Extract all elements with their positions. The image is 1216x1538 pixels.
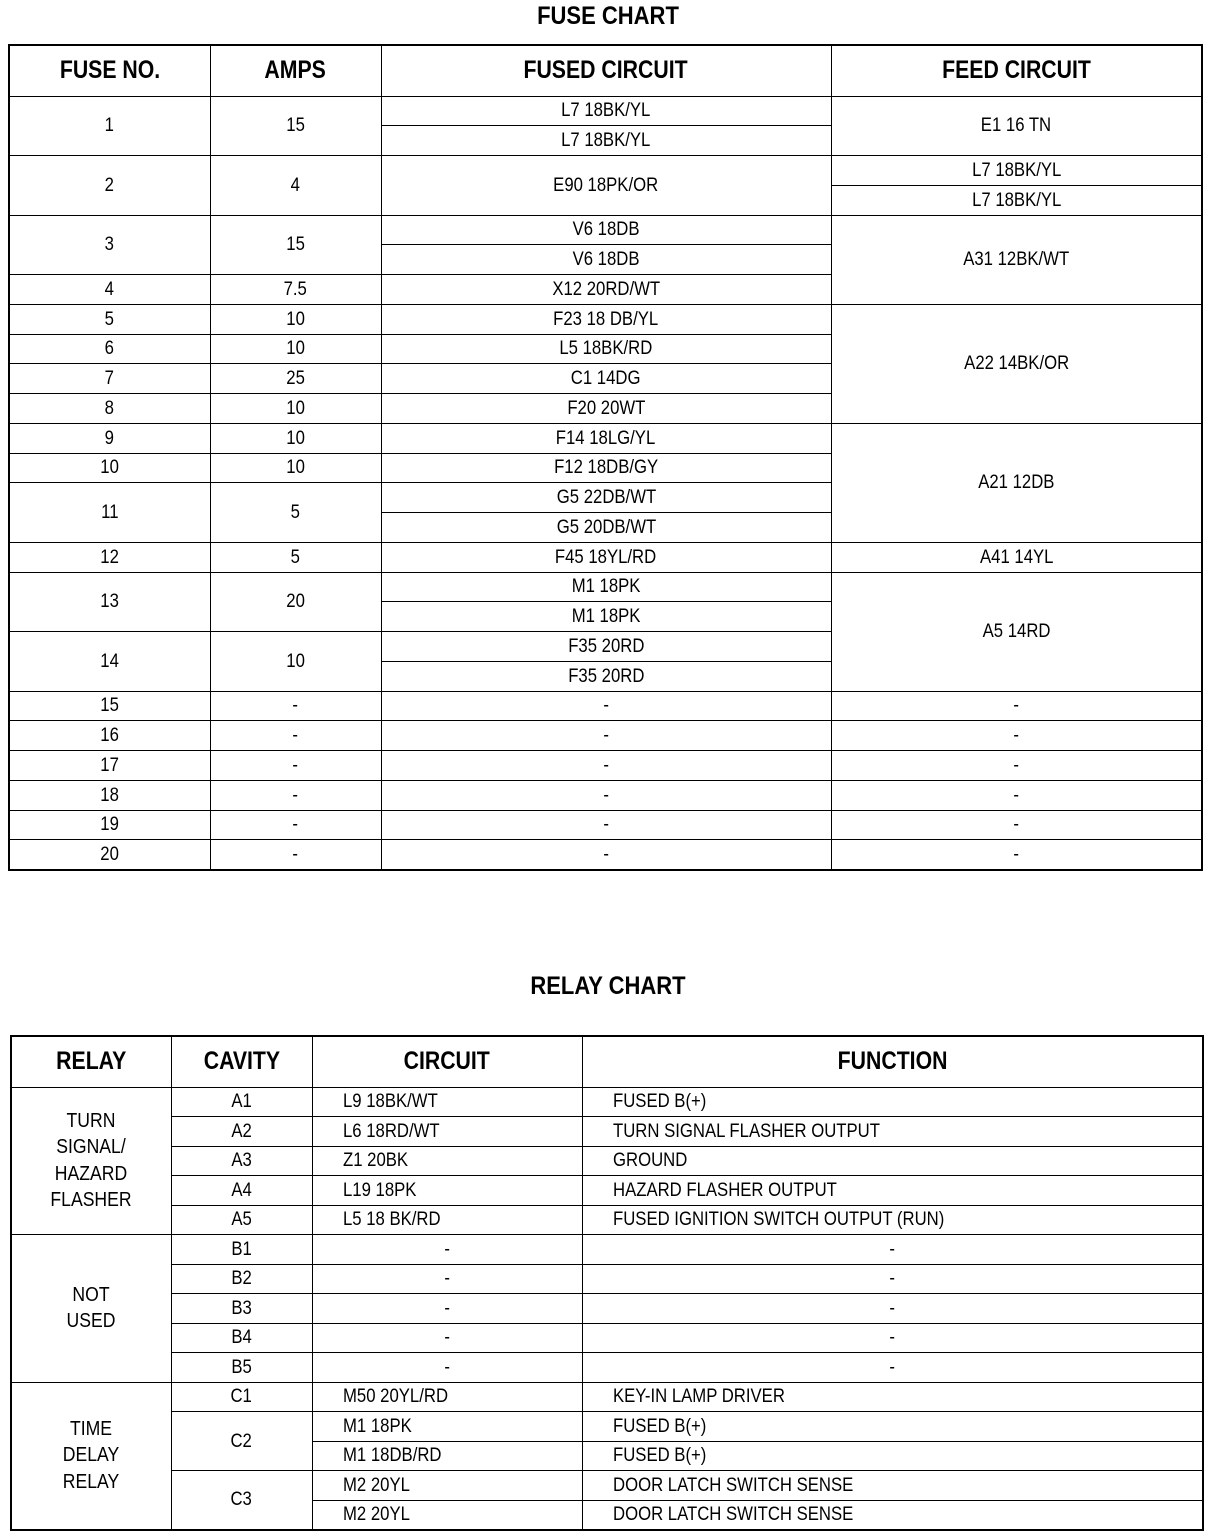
- fuse-amps: 5: [210, 542, 381, 572]
- relay-function: HAZARD FLASHER OUTPUT: [582, 1176, 1203, 1206]
- fused-circuit: V6 18DB: [381, 245, 831, 275]
- amps-header: AMPS: [210, 45, 381, 96]
- relay-cavity: C1: [171, 1382, 312, 1412]
- table-row: [9, 423, 1202, 453]
- fused-circuit: M1 18PK: [381, 572, 831, 602]
- table-row: [9, 96, 1202, 126]
- fuse-amps: -: [210, 810, 381, 840]
- relay-function: DOOR LATCH SWITCH SENSE: [582, 1500, 1203, 1530]
- table-row: [11, 1176, 1203, 1206]
- fused-circuit: F35 20RD: [381, 661, 831, 691]
- fuse-number: 11: [9, 483, 210, 543]
- relay-function: -: [582, 1294, 1203, 1324]
- relay-chart-table: [10, 1035, 1204, 1531]
- fuse-amps: 10: [210, 304, 381, 334]
- fused-circuit: V6 18DB: [381, 215, 831, 245]
- fuse-amps: 10: [210, 423, 381, 453]
- relay-cavity: C2: [171, 1412, 312, 1471]
- fuse-number: 6: [9, 334, 210, 364]
- relay-circuit: -: [312, 1264, 582, 1294]
- fused-circuit: G5 20DB/WT: [381, 513, 831, 543]
- feed-circuit: A41 14YL: [831, 542, 1202, 572]
- fused-circuit: F35 20RD: [381, 632, 831, 662]
- fuse-amps: 10: [210, 334, 381, 364]
- relay-circuit: M2 20YL: [312, 1471, 582, 1501]
- fused-circuit: -: [381, 840, 831, 870]
- table-row: [9, 215, 1202, 245]
- fuse-amps: 5: [210, 483, 381, 543]
- relay-header: RELAY: [11, 1036, 171, 1087]
- table-row: [9, 572, 1202, 602]
- circuit-header: CIRCUIT: [312, 1036, 582, 1087]
- feed-circuit: A5 14RD: [831, 572, 1202, 691]
- relay-function: FUSED B(+): [582, 1441, 1203, 1471]
- relay-cavity: A4: [171, 1176, 312, 1206]
- fuse-amps: -: [210, 780, 381, 810]
- fused-circuit: -: [381, 810, 831, 840]
- table-row: [9, 840, 1202, 870]
- fused-circuit: -: [381, 780, 831, 810]
- fuse-no-header: FUSE NO.: [9, 45, 210, 96]
- fused-circuit: C1 14DG: [381, 364, 831, 394]
- relay-circuit: Z1 20BK: [312, 1146, 582, 1176]
- fuse-number: 14: [9, 632, 210, 692]
- fused-circuit: -: [381, 751, 831, 781]
- relay-circuit: L5 18 BK/RD: [312, 1205, 582, 1235]
- feed-circuit: -: [831, 721, 1202, 751]
- table-row: [9, 721, 1202, 751]
- table-row: [11, 1382, 1203, 1412]
- fuse-amps: -: [210, 751, 381, 781]
- table-row: [9, 751, 1202, 781]
- fuse-number: 16: [9, 721, 210, 751]
- relay-function: -: [582, 1235, 1203, 1265]
- fuse-number: 4: [9, 275, 210, 305]
- relay-circuit: L6 18RD/WT: [312, 1117, 582, 1147]
- relay-function: FUSED B(+): [582, 1087, 1203, 1117]
- table-row: [9, 542, 1202, 572]
- relay-name: NOT USED: [11, 1235, 171, 1383]
- feed-circuit: L7 18BK/YL: [831, 185, 1202, 215]
- fuse-number: 10: [9, 453, 210, 483]
- table-row: [9, 691, 1202, 721]
- fuse-number: 2: [9, 156, 210, 216]
- relay-cavity: B4: [171, 1323, 312, 1353]
- feed-circuit: -: [831, 810, 1202, 840]
- fuse-number: 20: [9, 840, 210, 870]
- table-row: [11, 1412, 1203, 1442]
- fuse-amps: 15: [210, 96, 381, 156]
- fused-circuit-header: FUSED CIRCUIT: [381, 45, 831, 96]
- relay-function: -: [582, 1264, 1203, 1294]
- relay-circuit: -: [312, 1353, 582, 1383]
- relay-function: -: [582, 1353, 1203, 1383]
- relay-cavity: B3: [171, 1294, 312, 1324]
- relay-function: KEY-IN LAMP DRIVER: [582, 1382, 1203, 1412]
- feed-circuit-header: FEED CIRCUIT: [831, 45, 1202, 96]
- fused-circuit: M1 18PK: [381, 602, 831, 632]
- relay-cavity: B2: [171, 1264, 312, 1294]
- feed-circuit: -: [831, 780, 1202, 810]
- relay-cavity: A1: [171, 1087, 312, 1117]
- feed-circuit: A21 12DB: [831, 423, 1202, 542]
- relay-circuit: -: [312, 1294, 582, 1324]
- fuse-amps: 4: [210, 156, 381, 216]
- fuse-amps: -: [210, 721, 381, 751]
- relay-chart-title: RELAY CHART: [530, 972, 686, 1000]
- relay-function: TURN SIGNAL FLASHER OUTPUT: [582, 1117, 1203, 1147]
- relay-cavity: A2: [171, 1117, 312, 1147]
- feed-circuit: A22 14BK/OR: [831, 304, 1202, 423]
- table-row: [11, 1353, 1203, 1383]
- fuse-number: 8: [9, 394, 210, 424]
- relay-function: GROUND: [582, 1146, 1203, 1176]
- feed-circuit: E1 16 TN: [831, 96, 1202, 156]
- fuse-amps: 20: [210, 572, 381, 632]
- feed-circuit: A31 12BK/WT: [831, 215, 1202, 304]
- fuse-number: 5: [9, 304, 210, 334]
- table-row: [11, 1264, 1203, 1294]
- fuse-amps: 10: [210, 394, 381, 424]
- fused-circuit: F20 20WT: [381, 394, 831, 424]
- relay-name: TIME DELAY RELAY: [11, 1382, 171, 1530]
- table-row: [9, 156, 1202, 186]
- fused-circuit: L7 18BK/YL: [381, 126, 831, 156]
- relay-circuit: M50 20YL/RD: [312, 1382, 582, 1412]
- feed-circuit: L7 18BK/YL: [831, 156, 1202, 186]
- fuse-chart-title: FUSE CHART: [537, 2, 679, 30]
- fused-circuit: -: [381, 691, 831, 721]
- cavity-header: CAVITY: [171, 1036, 312, 1087]
- fused-circuit: F23 18 DB/YL: [381, 304, 831, 334]
- fuse-number: 18: [9, 780, 210, 810]
- relay-function: FUSED B(+): [582, 1412, 1203, 1442]
- fuse-number: 17: [9, 751, 210, 781]
- fuse-amps: 10: [210, 453, 381, 483]
- relay-circuit: M1 18PK: [312, 1412, 582, 1442]
- fused-circuit: X12 20RD/WT: [381, 275, 831, 305]
- table-row: [11, 1323, 1203, 1353]
- fuse-amps: -: [210, 691, 381, 721]
- relay-circuit: L9 18BK/WT: [312, 1087, 582, 1117]
- feed-circuit: -: [831, 751, 1202, 781]
- relay-circuit: L19 18PK: [312, 1176, 582, 1206]
- fuse-number: 1: [9, 96, 210, 156]
- table-row: [9, 304, 1202, 334]
- fuse-amps: -: [210, 840, 381, 870]
- table-row: [9, 780, 1202, 810]
- fuse-number: 3: [9, 215, 210, 275]
- fuse-amps: 10: [210, 632, 381, 692]
- relay-cavity: C3: [171, 1471, 312, 1530]
- fuse-number: 12: [9, 542, 210, 572]
- fused-circuit: F45 18YL/RD: [381, 542, 831, 572]
- relay-cavity: B5: [171, 1353, 312, 1383]
- table-row: [11, 1294, 1203, 1324]
- relay-cavity: B1: [171, 1235, 312, 1265]
- fused-circuit: E90 18PK/OR: [381, 156, 831, 216]
- fused-circuit: L7 18BK/YL: [381, 96, 831, 126]
- fuse-header-row: [9, 45, 1202, 96]
- fuse-number: 15: [9, 691, 210, 721]
- relay-function: FUSED IGNITION SWITCH OUTPUT (RUN): [582, 1205, 1203, 1235]
- fuse-amps: 7.5: [210, 275, 381, 305]
- fused-circuit: G5 22DB/WT: [381, 483, 831, 513]
- table-row: [11, 1146, 1203, 1176]
- fuse-chart-table: [8, 44, 1203, 871]
- relay-name: TURN SIGNAL/ HAZARD FLASHER: [11, 1087, 171, 1235]
- table-row: [9, 810, 1202, 840]
- fuse-amps: 25: [210, 364, 381, 394]
- fuse-number: 13: [9, 572, 210, 632]
- fused-circuit: F14 18LG/YL: [381, 423, 831, 453]
- fuse-number: 7: [9, 364, 210, 394]
- relay-circuit: -: [312, 1323, 582, 1353]
- fused-circuit: L5 18BK/RD: [381, 334, 831, 364]
- relay-cavity: A5: [171, 1205, 312, 1235]
- table-row: [11, 1087, 1203, 1117]
- table-row: [11, 1471, 1203, 1501]
- fuse-number: 9: [9, 423, 210, 453]
- relay-circuit: M2 20YL: [312, 1500, 582, 1530]
- table-row: [11, 1117, 1203, 1147]
- relay-function: DOOR LATCH SWITCH SENSE: [582, 1471, 1203, 1501]
- feed-circuit: -: [831, 840, 1202, 870]
- table-row: [11, 1205, 1203, 1235]
- relay-header-row: [11, 1036, 1203, 1087]
- fuse-number: 19: [9, 810, 210, 840]
- fuse-amps: 15: [210, 215, 381, 275]
- fused-circuit: F12 18DB/GY: [381, 453, 831, 483]
- relay-cavity: A3: [171, 1146, 312, 1176]
- relay-circuit: -: [312, 1235, 582, 1265]
- fused-circuit: -: [381, 721, 831, 751]
- function-header: FUNCTION: [582, 1036, 1203, 1087]
- table-row: [11, 1235, 1203, 1265]
- relay-function: -: [582, 1323, 1203, 1353]
- feed-circuit: -: [831, 691, 1202, 721]
- relay-circuit: M1 18DB/RD: [312, 1441, 582, 1471]
